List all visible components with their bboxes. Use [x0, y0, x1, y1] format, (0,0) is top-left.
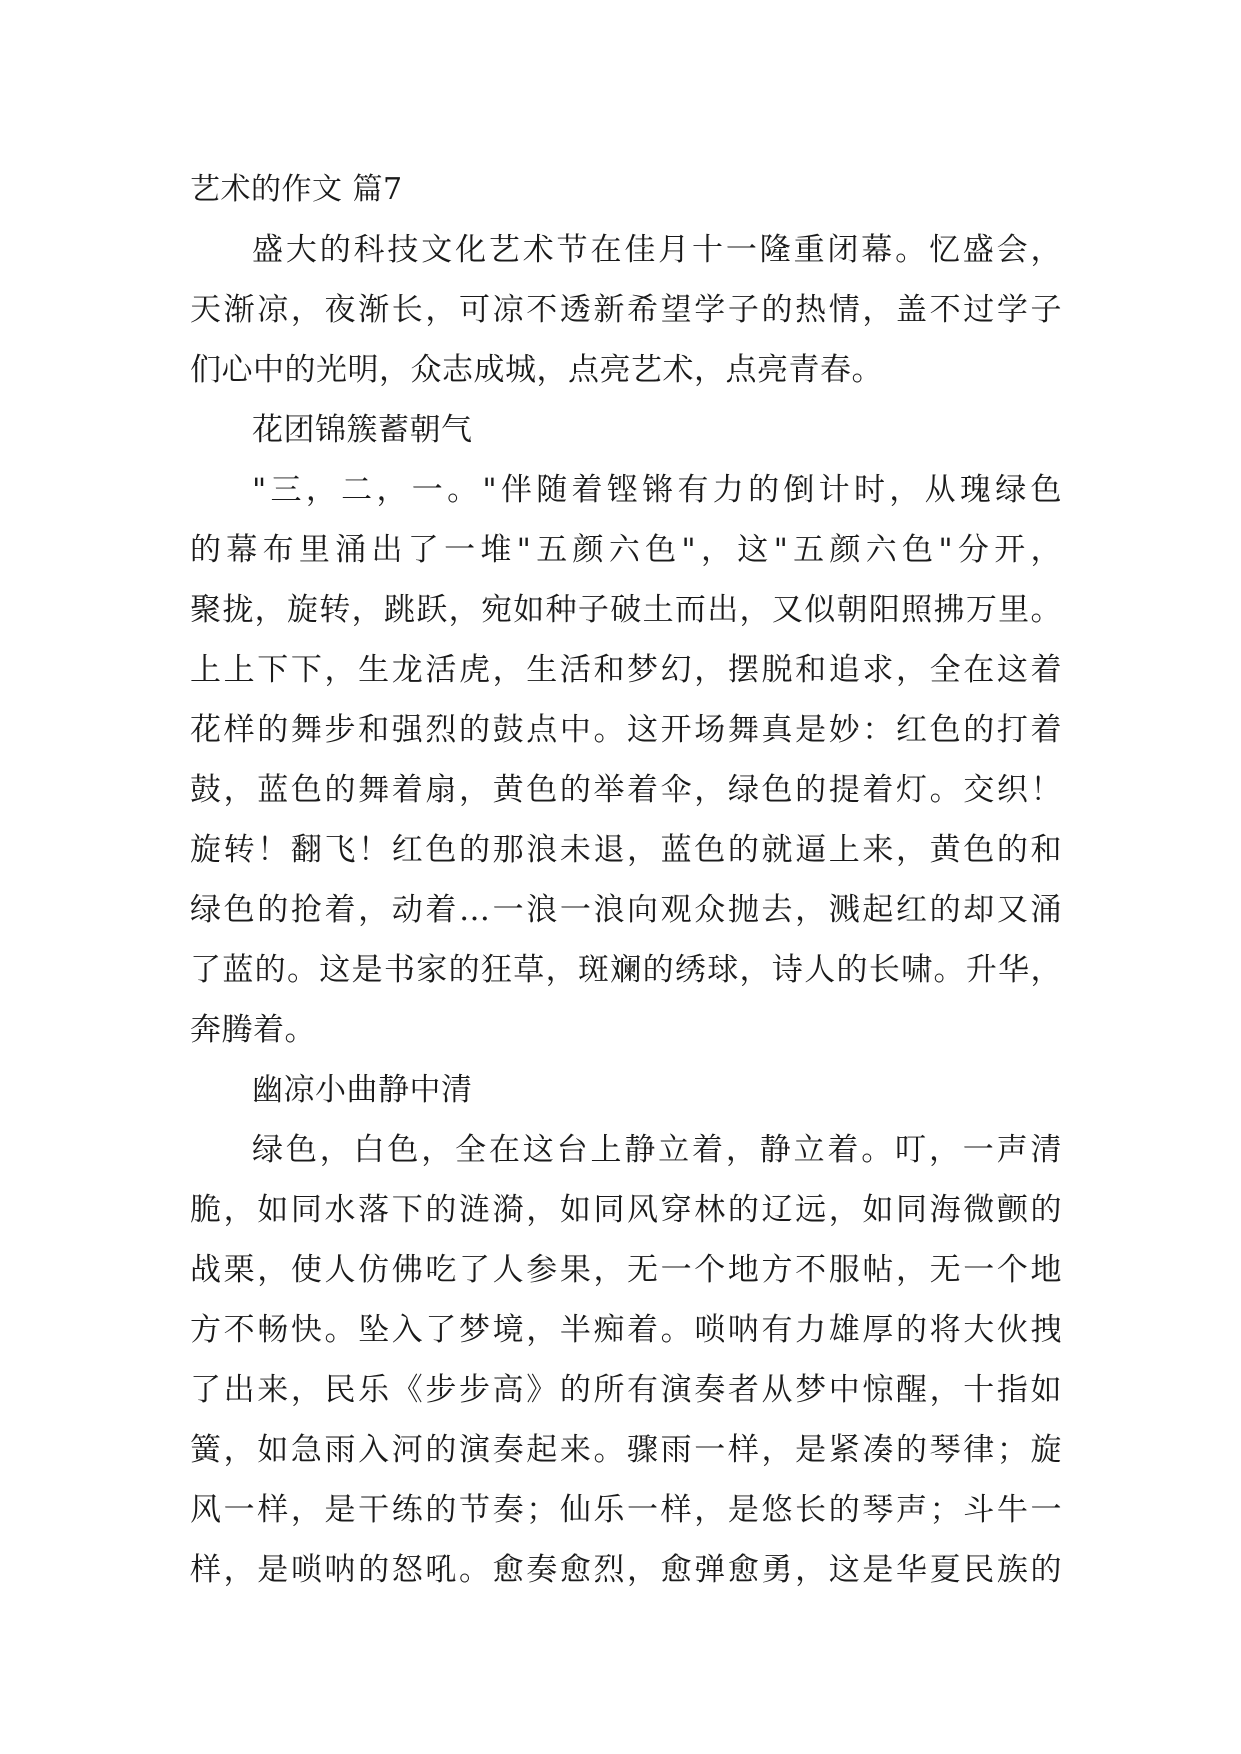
paragraph-line: 奔腾着。 [190, 1012, 316, 1048]
document-body [190, 160, 1062, 1600]
paragraph-line: 绿色的抢着，动着…一浪一浪向观众抛去，溅起红的却又涌 [190, 892, 1062, 928]
paragraph-line: 旋转！翻飞！红色的那浪未退，蓝色的就逼上来，黄色的和 [190, 832, 1062, 868]
paragraph-line: 的幕布里涌出了一堆"五颜六色"，这"五颜六色"分开， [190, 532, 1062, 568]
section-heading: 幽凉小曲静中清 [252, 1072, 473, 1108]
paragraph-line: 战栗，使人仿佛吃了人参果，无一个地方不服帖，无一个地 [190, 1252, 1062, 1288]
paragraph-line: 鼓，蓝色的舞着扇，黄色的举着伞，绿色的提着灯。交织！ [190, 772, 1062, 808]
document-title: 艺术的作文 篇7 [190, 172, 403, 207]
paragraph-line: 了蓝的。这是书家的狂草，斑斓的绣球，诗人的长啸。升华， [190, 952, 1062, 988]
paragraph-line: 簧，如急雨入河的演奏起来。骤雨一样，是紧凑的琴律；旋 [190, 1432, 1062, 1468]
paragraph-line: 花样的舞步和强烈的鼓点中。这开场舞真是妙：红色的打着 [190, 712, 1062, 748]
paragraph-line: 方不畅快。坠入了梦境，半痴着。唢呐有力雄厚的将大伙拽 [190, 1312, 1062, 1348]
paragraph-line: "三，二，一。"伴随着铿锵有力的倒计时，从瑰绿色 [252, 472, 1062, 508]
paragraph-line: 风一样，是干练的节奏；仙乐一样，是悠长的琴声；斗牛一 [190, 1492, 1062, 1528]
paragraph-line: 样，是唢呐的怒吼。愈奏愈烈，愈弹愈勇，这是华夏民族的 [190, 1552, 1062, 1588]
paragraph-line: 盛大的科技文化艺术节在佳月十一隆重闭幕。忆盛会， [252, 232, 1062, 268]
paragraph-line: 天渐凉，夜渐长，可凉不透新希望学子的热情，盖不过学子 [190, 292, 1062, 328]
section-heading: 花团锦簇蓄朝气 [252, 412, 473, 448]
paragraph-line: 聚拢，旋转，跳跃，宛如种子破土而出，又似朝阳照拂万里。 [190, 592, 1062, 628]
paragraph-line: 绿色，白色，全在这台上静立着，静立着。叮，一声清 [252, 1132, 1062, 1168]
paragraph-line: 上上下下，生龙活虎，生活和梦幻，摆脱和追求，全在这着 [190, 652, 1062, 688]
paragraph-line: 脆，如同水落下的涟漪，如同风穿林的辽远，如同海微颤的 [190, 1192, 1062, 1228]
paragraph-line: 们心中的光明，众志成城，点亮艺术，点亮青春。 [190, 352, 883, 388]
paragraph-line: 了出来，民乐《步步高》的所有演奏者从梦中惊醒，十指如 [190, 1372, 1062, 1408]
